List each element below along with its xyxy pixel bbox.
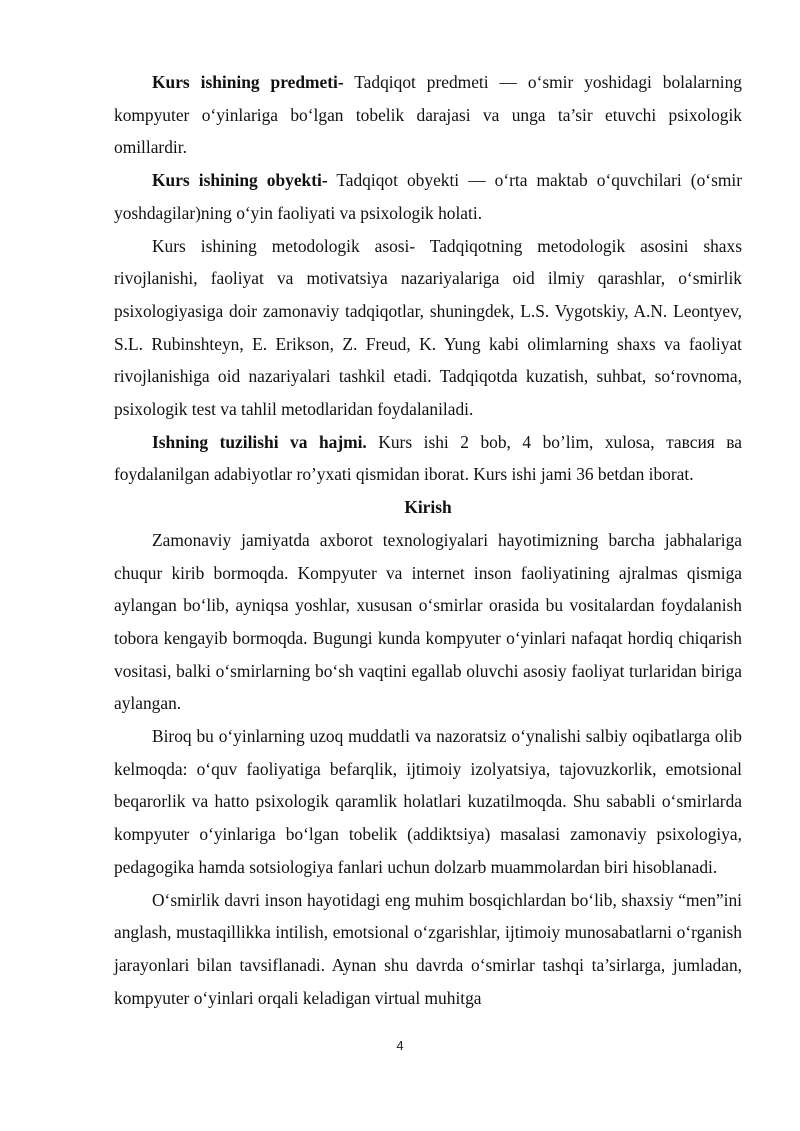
document-page — [114, 66, 742, 1014]
intro-paragraph-3: O‘smirlik davri inson hayotidagi eng muhim bosqichlardan bo‘lib, shaxsiy “men”ini anglash, mustaqillikka intilish, emotsional o‘zgarishlar, ijtimoiy munosabatlarni o‘rganish jarayonlari bilan tavsiflanadi. Aynan shu davrda o‘smirlar tashqi ta’sirlarga, jumladan, kompyuter o‘yinlari orqali keladigan virtual muhitga — [114, 889, 742, 1008]
object-text: Tadqiqot obyekti — o‘rta maktab o‘quvchilari (o‘smir yoshdagilar)ning o‘yin faoliyati va psixologik holati. — [114, 170, 742, 223]
structure-paragraph — [114, 426, 742, 491]
methodology-paragraph: Kurs ishining metodologik asosi- Tadqiqotning metodologik asosini shaxs rivojlanishi, faoliyat va motivatsiya nazariyalariga oid ilmiy qarashlar, o‘smirlik psixologiyasiga doir zamonaviy tadqiqotlar, shuningdek, L.S. Vygotskiy, A.N. Leontyev, S.L. Rubinshteyn, E. Erikson, Z. Freud, K. Yung kabi olimlarning shaxs va faoliyat rivojlanishiga oid nazariyalari tashkil etadi. Tadqiqotda kuzatish, suhbat, so‘rovnoma, psixologik test va tahlil metodlaridan foydalaniladi. — [114, 235, 742, 420]
subject-paragraph — [114, 66, 742, 164]
object-label: Kurs ishining obyekti- — [152, 170, 328, 191]
structure-text: Kurs ishi 2 bob, 4 bo’lim, xulosa, тавсия ва foydalanilgan adabiyotlar ro’yxati qismidan iborat. Kurs ishi jami 36 betdan iborat. — [114, 431, 742, 485]
subject-text: Tadqiqot predmeti — o‘smir yoshidagi bolalarning kompyuter o‘yinlariga bo‘lgan tobelik darajasi va unga ta’sir etuvchi psixologik omillardir. — [114, 72, 742, 158]
section-heading: Kirish — [404, 497, 452, 518]
subject-label: Kurs ishining predmeti- — [152, 72, 344, 92]
intro-paragraph-2: Biroq bu o‘yinlarning uzoq muddatli va nazoratsiz o‘ynalishi salbiy oqibatlarga olib kelmoqda: o‘quv faoliyatiga befarqlik, ijtimoiy izolyatsiya, tajovuzkorlik, emotsional beqarorlik va hatto psixologik qaramlik holatlari kuzatilmoqda. Shu sababli o‘smirlarda kompyuter o‘yinlariga bo‘lgan tobelik (addiktsiya) masalasi zamonaviy psixologiya, pedagogika hamda sotsiologiya fanlari uchun dolzarb muammolardan biri hisoblanadi. — [114, 726, 742, 877]
page-number: 4 — [396, 1038, 404, 1053]
object-paragraph — [114, 164, 742, 229]
structure-label: Ishning tuzilishi va hajmi. — [152, 431, 367, 452]
intro-paragraph-1: Zamonaviy jamiyatda axborot texnologiyalari hayotimizning barcha jabhalariga chuqur kirib bormoqda. Kompyuter va internet inson faoliyatining ajralmas qismiga aylangan bo‘lib, ayniqsa yoshlar, xususan o‘smirlar orasida bu vositalardan foydalanish tobora kengayib bormoqda. Bugungi kunda kompyuter o‘yinlari nafaqat hordiq chiqarish vositasi, balki o‘smirlarning bo‘sh vaqtini egallab oluvchi asosiy faoliyat turlaridan biriga aylangan. — [114, 529, 742, 714]
